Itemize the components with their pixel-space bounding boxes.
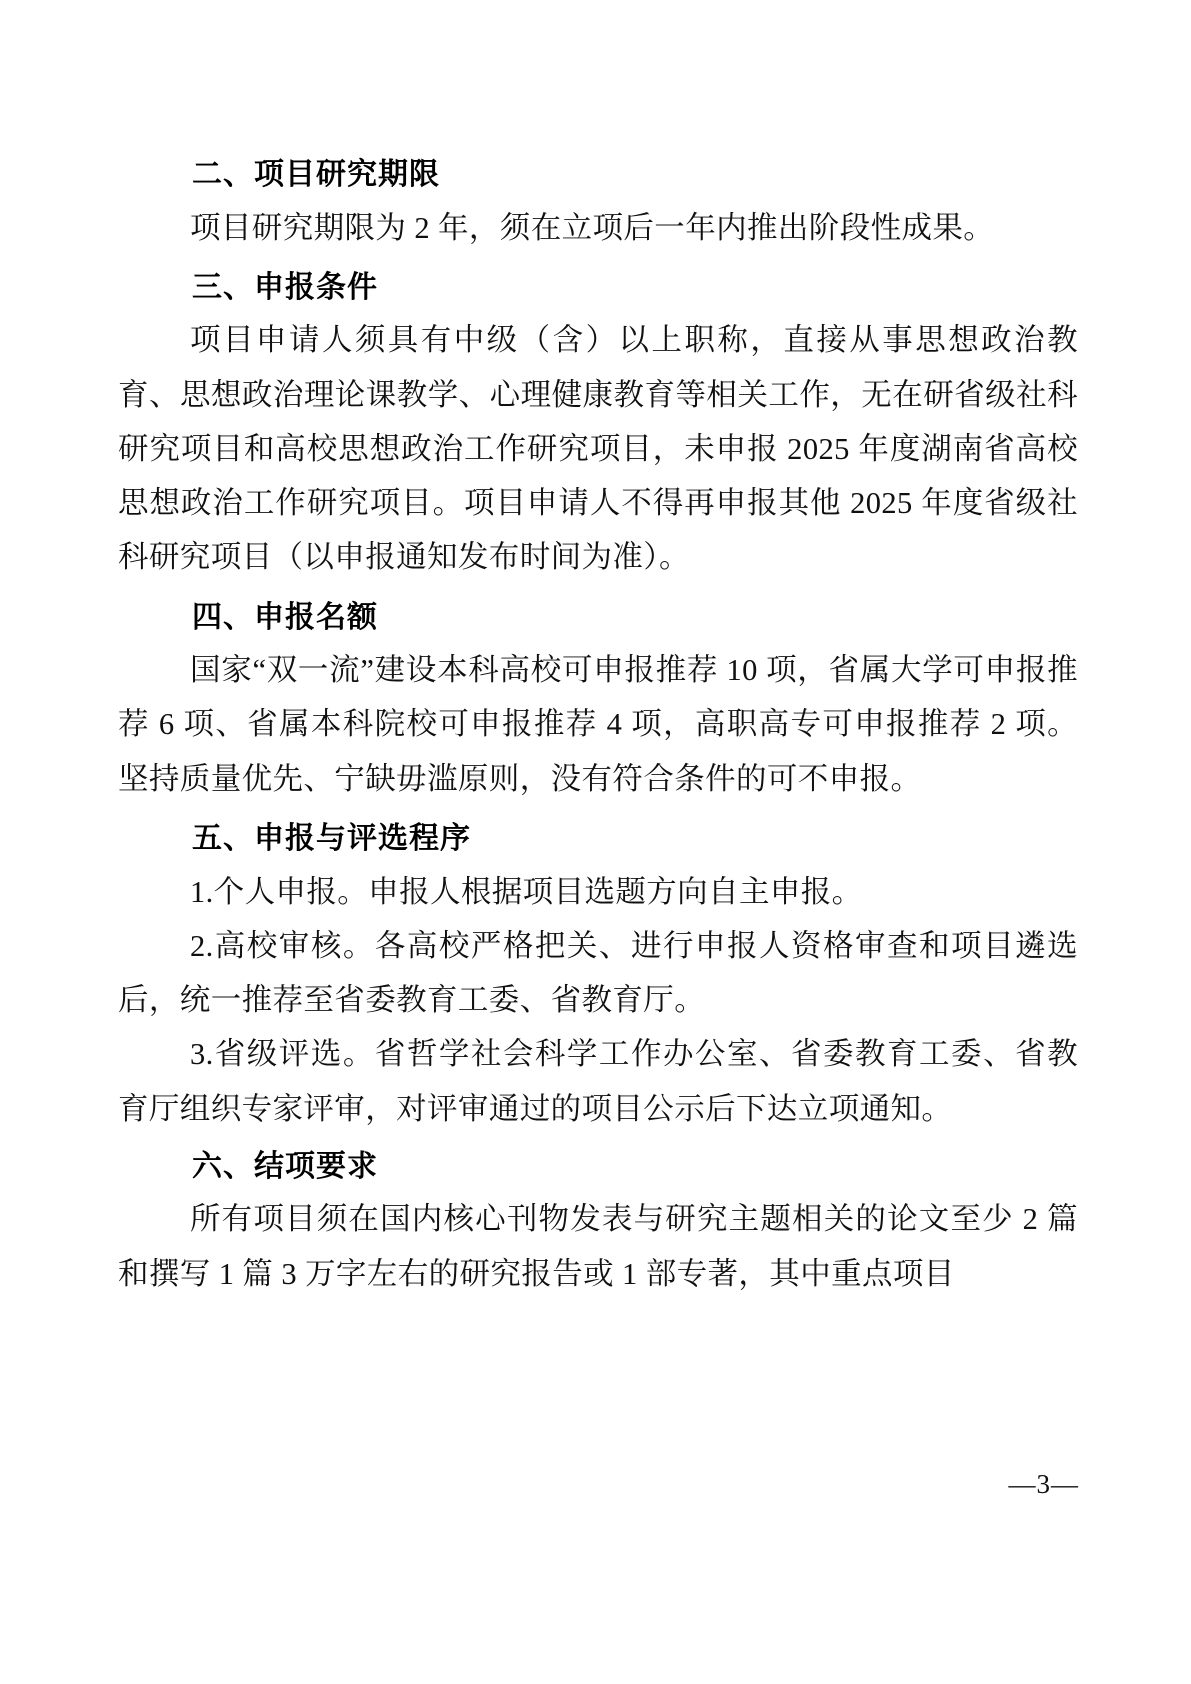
section-5-paragraph-1: 1.个人申报。申报人根据项目选题方向自主申报。 <box>190 874 863 909</box>
section-heading-2: 二、项目研究期限 <box>192 157 440 192</box>
section-5-paragraph-2: 2.高校审核。各高校严格把关、进行申报人资格审查和项目遴选后，统一推荐至省委教育工委、省教育厅。 <box>118 928 1078 1018</box>
section-heading-6: 六、结项要求 <box>192 1148 378 1184</box>
section-heading-5: 五、申报与评选程序 <box>192 821 471 857</box>
section-spacer <box>118 587 1078 595</box>
section-5-paragraph-3: 3.省级评选。省哲学社会科学工作办公室、省委教育工委、省教育厅组织专家评审，对评审通过的项目公示后下达立项通知。 <box>118 1037 1078 1126</box>
page-number: —3— <box>1008 1469 1079 1499</box>
section-spacer <box>118 257 1078 265</box>
section-spacer <box>118 1136 1078 1144</box>
section-heading-3: 三、申报条件 <box>192 269 378 305</box>
section-spacer <box>118 808 1078 816</box>
section-6-paragraph-1: 所有项目须在国内核心刊物发表与研究主题相关的论文至少 2 篇和撰写 1 篇 3 万字左右的研究报告或 1 部专著，其中重点项目 <box>118 1202 1078 1291</box>
section-heading-4: 四、申报名额 <box>192 599 378 635</box>
section-3-paragraph-1: 项目申请人须具有中级（含）以上职称，直接从事思想政治教育、思想政治理论课教学、心理健康教育等相关工作，无在研省级社科研究项目和高校思想政治工作研究项目，未申报 2025 年度湖南省高校思想政治工作研究项目。项目申请人不得再申报其他 2025 年度省级社科研究项目（以申报通知发布时间为准）。 <box>118 323 1078 575</box>
document-body <box>118 152 1078 1303</box>
section-2-paragraph-1: 项目研究期限为 2 年，须在立项后一年内推出阶段性成果。 <box>190 210 995 245</box>
section-4-paragraph-1: 国家“双一流”建设本科高校可申报推荐 10 项，省属大学可申报推荐 6 项、省属本科院校可申报推荐 4 项，高职高专可申报推荐 2 项。坚持质量优先、宁缺毋滥原则，没有符合条件的可不申报。 <box>118 653 1078 796</box>
